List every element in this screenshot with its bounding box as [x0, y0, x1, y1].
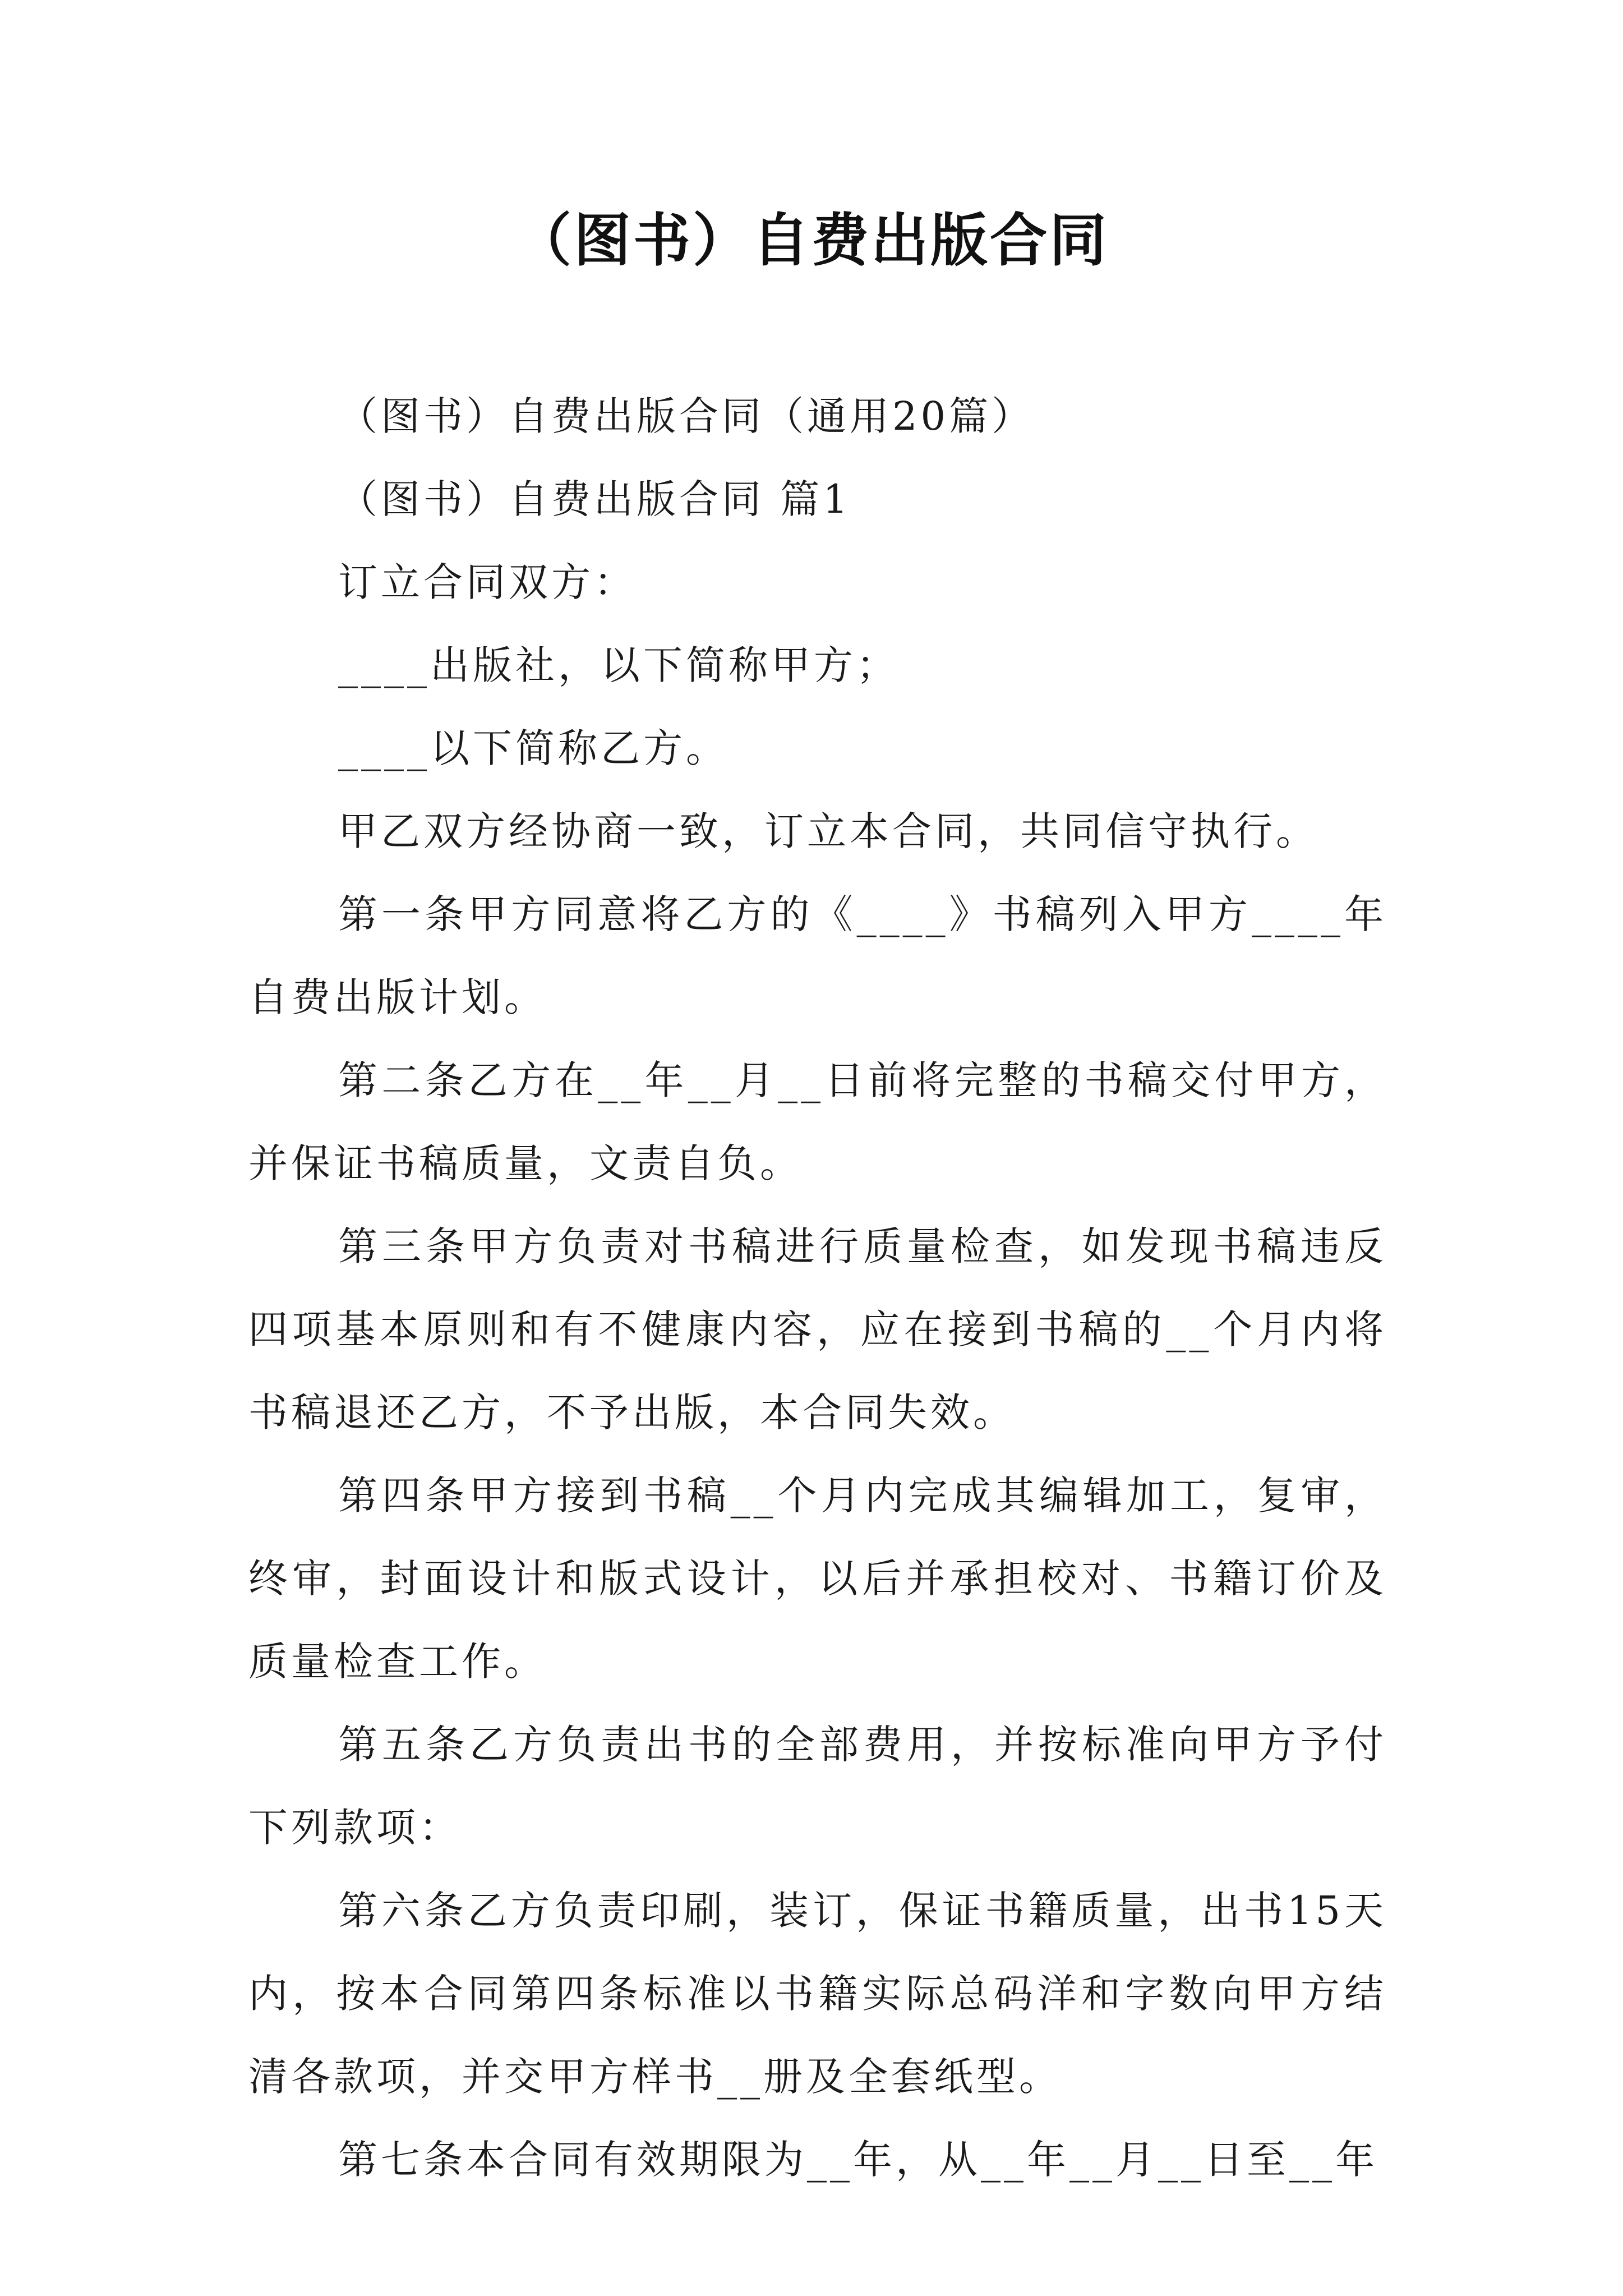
- paragraph-section-heading: （图书）自费出版合同 篇1: [338, 476, 851, 522]
- paragraph-article-1: 第一条甲方同意将乙方的《____》书稿列入甲方____年自费出版计划。: [248, 891, 1387, 1020]
- paragraph-party-a: ____出版社，以下简称甲方；: [338, 642, 899, 688]
- paragraph-agreement: 甲乙双方经协商一致，订立本合同，共同信守执行。: [338, 808, 1318, 854]
- paragraph-parties-intro: 订立合同双方：: [338, 559, 637, 605]
- paragraph-article-4: 第四条甲方接到书稿__个月内完成其编辑加工，复审，终审，封面设计和版式设计，以后并承担校对、书籍订价及质量检查工作。: [248, 1473, 1387, 1685]
- paragraph-article-7: 第七条本合同有效期限为__年，从__年__月__日至__年: [338, 2137, 1378, 2183]
- paragraph-article-6: 第六条乙方负责印刷，装订，保证书籍质量，出书15天内，按本合同第四条标准以书籍实际总码洋和字数向甲方结清各款项，并交甲方样书__册及全套纸型。: [248, 1888, 1387, 2100]
- document-title: （图书）自费出版合同: [514, 208, 1109, 274]
- paragraph-party-b: ____以下简称乙方。: [338, 725, 728, 771]
- paragraph-subtitle: （图书）自费出版合同（通用20篇）: [338, 393, 1035, 439]
- paragraph-article-5: 第五条乙方负责出书的全部费用，并按标准向甲方予付下列款项：: [248, 1722, 1387, 1851]
- document-body: [248, 375, 1387, 2201]
- paragraph-article-2: 第二条乙方在__年__月__日前将完整的书稿交付甲方，并保证书稿质量，文责自负。: [248, 1057, 1387, 1186]
- paragraph-article-3: 第三条甲方负责对书稿进行质量检查，如发现书稿违反四项基本原则和有不健康内容，应在接到书稿的__个月内将书稿退还乙方，不予出版，本合同失效。: [248, 1223, 1387, 1435]
